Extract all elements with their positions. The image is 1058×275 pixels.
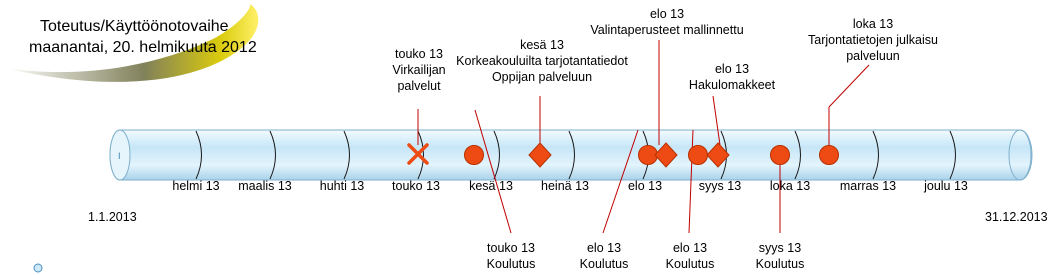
event-label-loka-julkaisu: loka 13 Tarjontatietojen julkaisu palveluun	[808, 17, 938, 63]
month-label: syys 13	[698, 179, 742, 193]
month-label: huhti 13	[319, 179, 365, 193]
month-label: touko 13	[392, 179, 440, 193]
circle-marker	[465, 146, 484, 165]
month-label: elo 13	[627, 179, 663, 193]
event-label-kesa-tarjonta: kesä 13 Korkeakouluilta tarjotantatiedot Oppijan palveluun	[456, 38, 628, 84]
circle-marker	[771, 146, 790, 165]
end-date-label: 31.12.2013	[985, 210, 1048, 224]
month-label: kesä 13	[469, 179, 513, 193]
event-label-touko-virkailija: touko 13 Virkailijan palvelut	[392, 47, 446, 93]
event-label-syys-koulutus: syys 13 Koulutus	[755, 241, 805, 271]
circle-marker	[820, 146, 839, 165]
month-label: maalis 13	[238, 179, 292, 193]
page-title: Toteutus/Käyttöönotovaihe	[40, 18, 229, 35]
month-label: joulu 13	[924, 179, 968, 193]
circle-marker	[689, 146, 708, 165]
event-label-elo-koulutus-1: elo 13 Koulutus	[579, 241, 629, 271]
timeline-bar	[110, 130, 1032, 180]
anchor-handle[interactable]	[34, 264, 42, 272]
page-date: maanantai, 20. helmikuuta 2012	[29, 39, 257, 56]
svg-text:I: I	[118, 151, 121, 161]
event-label-touko-koulutus: touko 13 Koulutus	[486, 241, 536, 271]
month-label: heinä 13	[541, 179, 589, 193]
event-label-elo-koulutus-2: elo 13 Koulutus	[665, 241, 715, 271]
start-date-label: 1.1.2013	[88, 210, 137, 224]
month-label: loka 13	[769, 179, 811, 193]
month-label: marras 13	[839, 179, 897, 193]
event-label-elo-valintaperusteet: elo 13 Valintaperusteet mallinnettu	[590, 7, 744, 37]
month-label: helmi 13	[172, 179, 220, 193]
event-label-elo-hakulomakkeet: elo 13 Hakulomakkeet	[688, 62, 776, 92]
